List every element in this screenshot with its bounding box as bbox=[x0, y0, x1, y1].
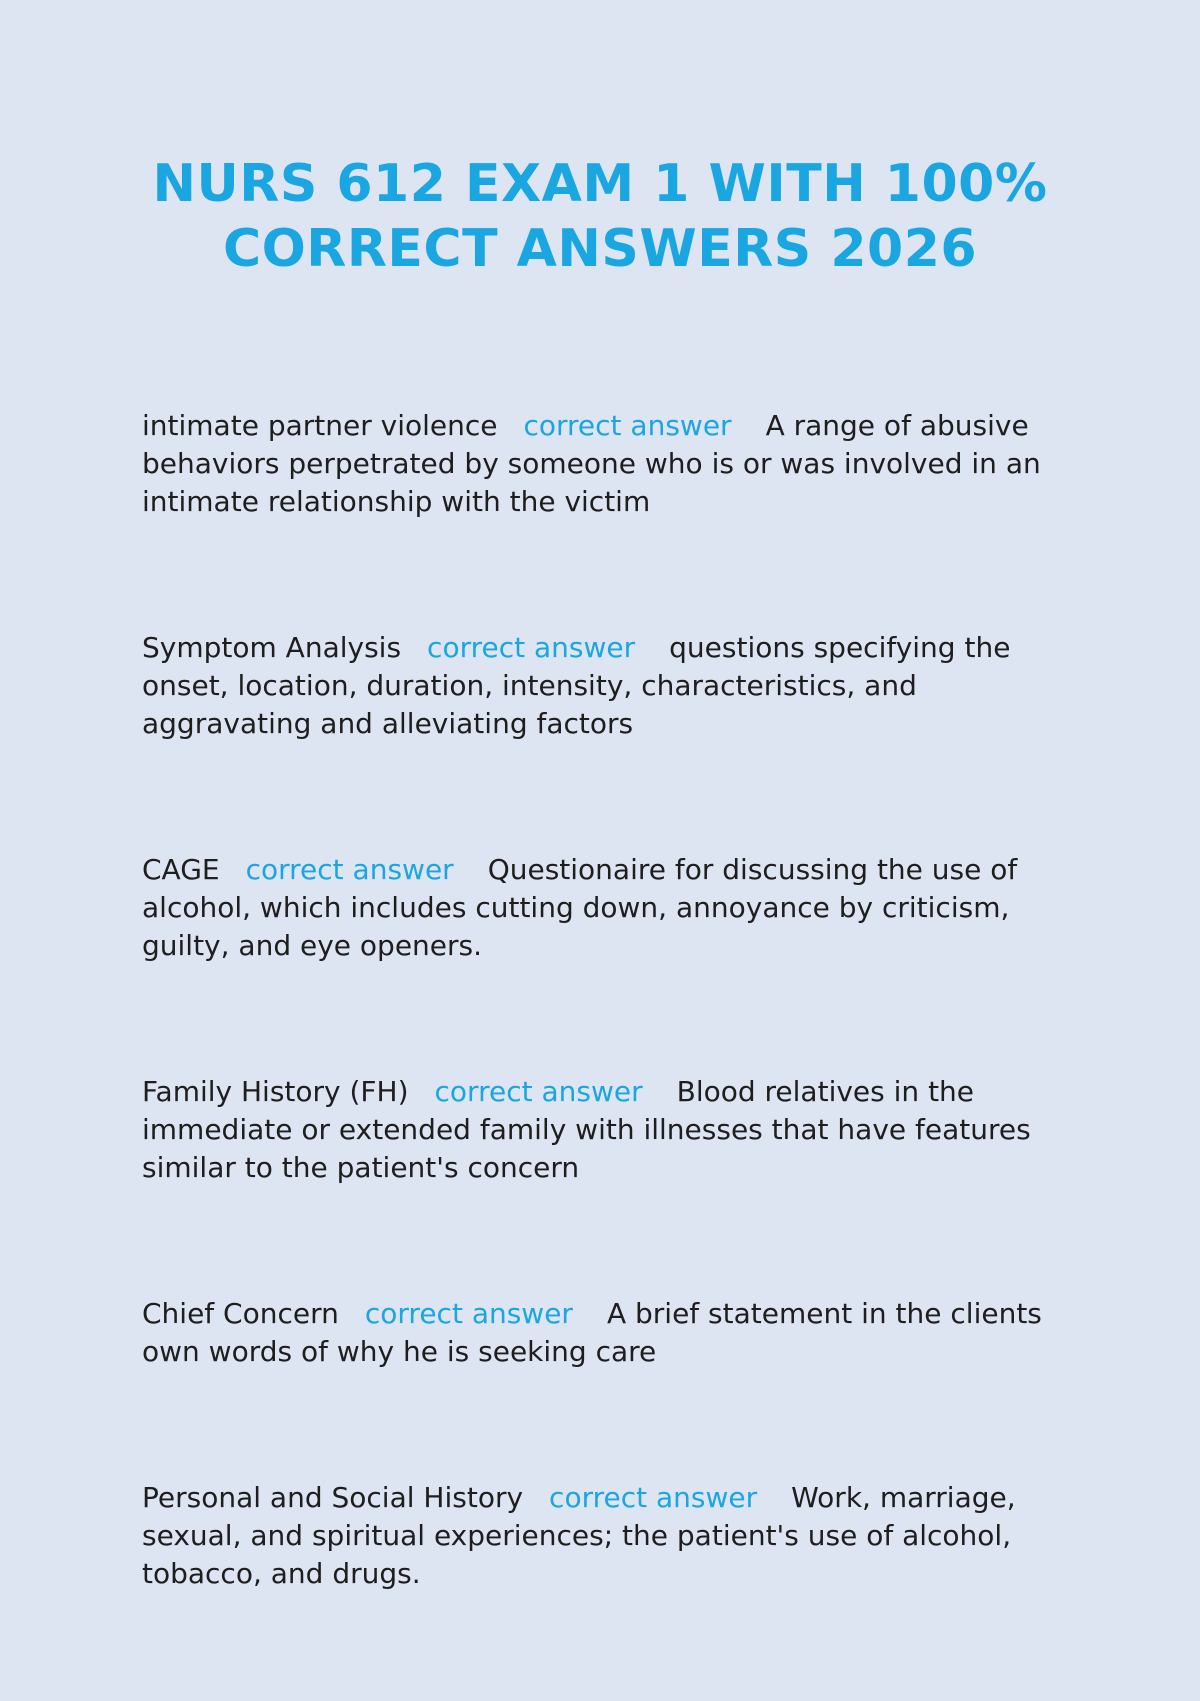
title-line-1: NURS 612 EXAM 1 WITH 100% bbox=[152, 154, 1048, 214]
entry-definition: questions specifying the onset, location, duration, intensity, characteristics, and aggravating and alleviating factors bbox=[142, 631, 1011, 740]
entry-term: CAGE bbox=[142, 853, 220, 886]
qa-entry-cage bbox=[142, 851, 1062, 965]
entry-term: intimate partner violence bbox=[142, 409, 498, 442]
correct-answer-label: correct answer bbox=[364, 1297, 573, 1330]
entry-definition: Blood relatives in the immediate or extended family with illnesses that have features similar to the patient's concern bbox=[142, 1075, 1031, 1184]
entry-term: Chief Concern bbox=[142, 1297, 339, 1330]
correct-answer-label: correct answer bbox=[245, 853, 454, 886]
qa-list bbox=[142, 407, 1062, 1701]
entry-term: Symptom Analysis bbox=[142, 631, 402, 664]
entry-definition: Work, marriage, sexual, and spiritual experiences; the patient's use of alcohol, tobacco, and drugs. bbox=[142, 1481, 1016, 1590]
qa-entry-chief-concern bbox=[142, 1295, 1062, 1371]
correct-answer-label: correct answer bbox=[434, 1075, 643, 1108]
qa-entry-family-history bbox=[142, 1073, 1062, 1187]
qa-entry-intimate-partner-violence bbox=[142, 407, 1062, 521]
document-title bbox=[0, 152, 1200, 282]
entry-definition: Questionaire for discussing the use of alcohol, which includes cutting down, annoyance by criticism, guilty, and eye openers. bbox=[142, 853, 1018, 962]
entry-definition: A brief statement in the clients own words of why he is seeking care bbox=[142, 1297, 1042, 1368]
correct-answer-label: correct answer bbox=[523, 409, 732, 442]
title-line-2: CORRECT ANSWERS 2026 bbox=[222, 219, 978, 279]
qa-entry-symptom-analysis bbox=[142, 629, 1062, 743]
entry-term: Family History (FH) bbox=[142, 1075, 409, 1108]
entry-definition: A range of abusive behaviors perpetrated by someone who is or was involved in an intimate relationship with the victim bbox=[142, 409, 1041, 518]
entry-term: Personal and Social History bbox=[142, 1481, 524, 1514]
correct-answer-label: correct answer bbox=[427, 631, 636, 664]
correct-answer-label: correct answer bbox=[549, 1481, 758, 1514]
qa-entry-personal-social-history bbox=[142, 1479, 1062, 1593]
